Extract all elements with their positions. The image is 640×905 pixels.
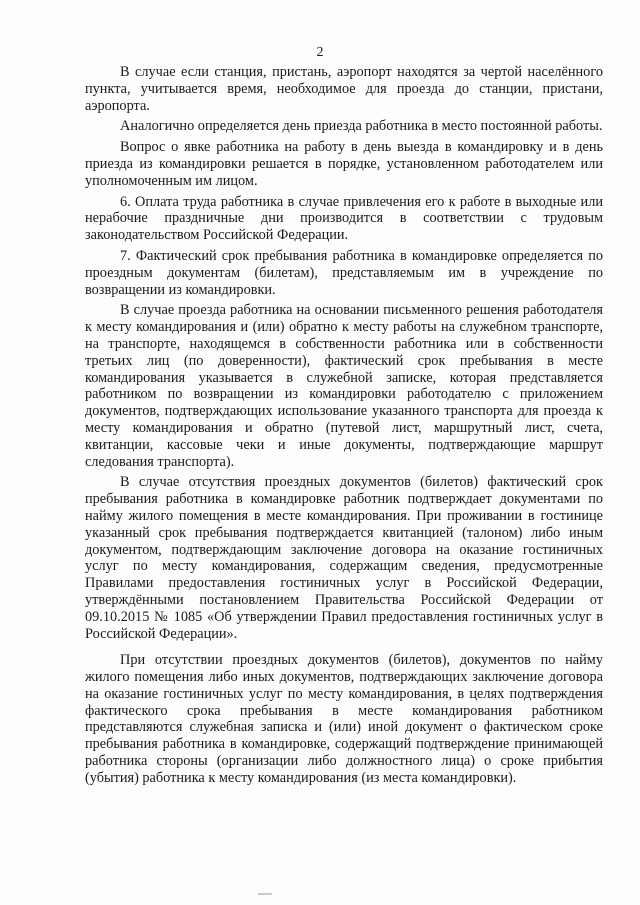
paragraph-station-distance: В случае если станция, пристань, аэропорт находятся за чертой населённого пункта, учитывается время, необходимое для проезда до станции, пристани, аэропорта. xyxy=(85,64,603,114)
paragraph-no-documents: При отсутствии проездных документов (билетов), документов по найму жилого помещения либо иных документов, подтверждающих заключение договора на оказание гостиничных услуг по месту командирования, в целях подтверждения фактического срока пребывания в месте командирования работником представляются служебная записка и (или) иной документ о фактическом сроке пребывания работника в командировке, содержащий подтверждение принимающей работника стороны (организации либо должностного лица) о сроке прибытия (убытия) работника к месту командирования (из места командировки). xyxy=(85,652,603,786)
scan-artifact xyxy=(258,893,272,895)
paragraph-service-transport: В случае проезда работника на основании письменного решения работодателя к месту командирования и (или) обратно к месту работы на служебном транспорте, на транспорте, находящемся в собственности работника или в собственности третьих лиц (по доверенности), фактический срок пребывания в месте командирования указывается в служебной записке, которая представляется работником по возвращении из командировки работодателю с приложением документов, подтверждающих использование указанного транспорта для проезда к месту командирования и обратно (путевой лист, маршрутный лист, счета, квитанции, кассовые чеки и иные документы, подтверждающие маршрут следования транспорта). xyxy=(85,302,603,470)
paragraph-no-tickets: В случае отсутствия проездных документов (билетов) фактический срок пребывания работника в командировке работник подтверждает документами по найму жилого помещения в месте командирования. При проживании в гостинице указанный срок пребывания подтверждается квитанцией (талоном) либо иным документом, подтверждающим заключение договора на оказание гостиничных услуг по месту командирования, содержащим сведения, предусмотренные Правилами предоставления гостиничных услуг в Российской Федерации, утверждёнными постановлением Правительства Российской Федерации от 09.10.2015 № 1085 «Об утверждении Правил предоставления гостиничных услуг в Российской Федерации». xyxy=(85,474,603,642)
document-body xyxy=(85,64,603,791)
paragraph-actual-term: 7. Фактический срок пребывания работника в командировке определяется по проездным документам (билетам), представляемым им в учреждение по возвращении из командировки. xyxy=(85,247,603,298)
page-number: 2 xyxy=(316,45,324,60)
paragraph-holiday-pay: 6. Оплата труда работника в случае привлечения его к работе в выходные или нерабочие праздничные дни производится в соответствии с трудовым законодательством Российской Федерации. xyxy=(85,193,603,244)
paragraph-work-attendance: Вопрос о явке работника на работу в день выезда в командировку и в день приезда из командировки решается в порядке, установленном работодателем или уполномоченным им лицом. xyxy=(85,139,603,189)
paragraph-arrival-day: Аналогично определяется день приезда работника в место постоянной работы. xyxy=(120,118,603,135)
